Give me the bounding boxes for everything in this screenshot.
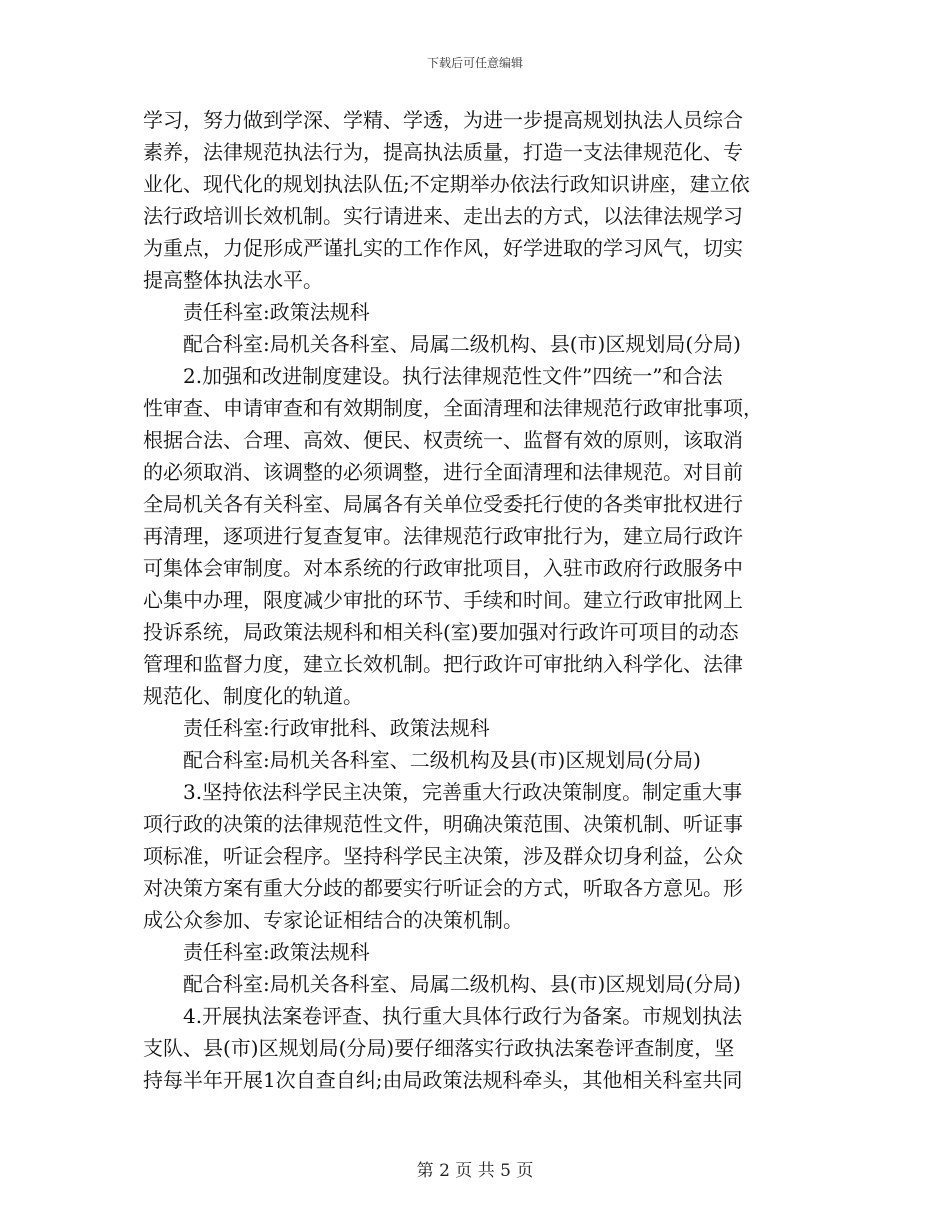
paragraph-line: 的必须取消、该调整的必须调整，进行全面清理和法律规范。对目前 [143,460,743,484]
cooperating-office-line: 配合科室:局机关各科室、局属二级机构、县(市)区规划局(分局) [183,332,741,356]
paragraph-line: 成公众参加、专家论证相结合的决策机制。 [143,908,523,932]
paragraph-line: 支队、县(市)区规划局(分局)要仔细落实行政执法案卷评查制度，坚 [143,1036,735,1060]
page-footer: 第 2 页 共 5 页 [416,1161,534,1181]
paragraph-line: 为重点，力促形成严谨扎实的工作作风，好学进取的学习风气，切实 [143,236,743,260]
responsible-office-line: 责任科室:政策法规科 [183,300,370,324]
responsible-office-line: 责任科室:政策法规科 [183,940,370,964]
paragraph-line: 心集中办理，限度减少审批的环节、手续和时间。建立行政审批网上 [143,588,743,612]
section-2-heading-line: 2.加强和改进制度建设。执行法律规范性文件”四统一”和合法 [183,364,723,388]
section-3-heading-line: 3.坚持依法科学民主决策，完善重大行政决策制度。制定重大事 [183,780,743,804]
section-4-heading-line: 4.开展执法案卷评查、执行重大具体行政行为备案。市规划执法 [183,1004,743,1028]
paragraph-line: 提高整体执法水平。 [143,268,323,292]
paragraph-line: 项标准，听证会程序。坚持科学民主决策，涉及群众切身利益，公众 [143,844,743,868]
paragraph-line: 规范化、制度化的轨道。 [143,684,363,708]
paragraph-line: 全局机关各有关科室、局属各有关单位受委托行使的各类审批权进行 [143,492,743,516]
paragraph-line: 可集体会审制度。对本系统的行政审批项目，入驻市政府行政服务中 [143,556,743,580]
page-header: 下载后可任意编辑 [426,56,523,70]
document-body [143,104,808,1096]
cooperating-office-line: 配合科室:局机关各科室、二级机构及县(市)区规划局(分局) [183,748,701,772]
paragraph-line: 业化、现代化的规划执法队伍;不定期举办依法行政知识讲座，建立依 [143,172,750,196]
cooperating-office-line: 配合科室:局机关各科室、局属二级机构、县(市)区规划局(分局) [183,972,741,996]
paragraph-line: 管理和监督力度，建立长效机制。把行政许可审批纳入科学化、法律 [143,652,743,676]
paragraph-line: 素养，法律规范执法行为，提高执法质量，打造一支法律规范化、专 [143,140,743,164]
paragraph-line: 对决策方案有重大分歧的都要实行听证会的方式，听取各方意见。形 [143,876,743,900]
paragraph-line: 投诉系统，局政策法规科和相关科(室)要加强对行政许可项目的动态 [143,620,739,644]
paragraph-line: 学习，努力做到学深、学精、学透，为进一步提高规划执法人员综合 [143,108,743,132]
paragraph-line: 根据合法、合理、高效、便民、权责统一、监督有效的原则，该取消 [143,428,743,452]
paragraph-line: 持每半年开展1次自查自纠;由局政策法规科牵头，其他相关科室共同 [143,1068,743,1092]
responsible-office-line: 责任科室:行政审批科、政策法规科 [183,716,490,740]
paragraph-line: 性审查、申请审查和有效期制度，全面清理和法律规范行政审批事项， [143,396,763,420]
paragraph-line: 再清理，逐项进行复查复审。法律规范行政审批行为，建立局行政许 [143,524,743,548]
paragraph-line: 项行政的决策的法律规范性文件，明确决策范围、决策机制、听证事 [143,812,743,836]
paragraph-line: 法行政培训长效机制。实行请进来、走出去的方式，以法律法规学习 [143,204,743,228]
